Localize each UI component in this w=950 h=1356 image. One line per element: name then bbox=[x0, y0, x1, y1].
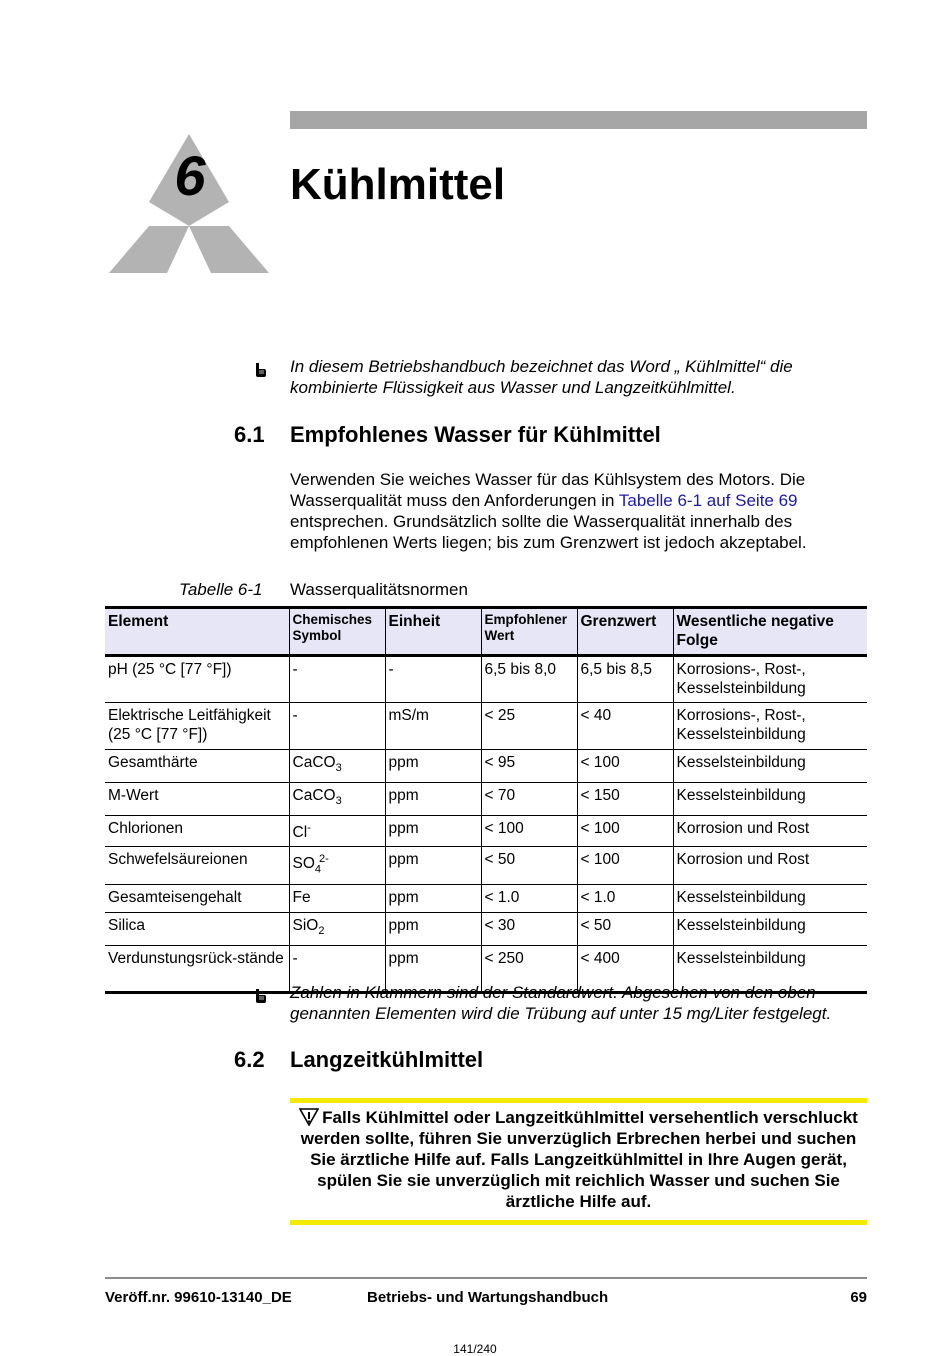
cell-effect bbox=[673, 847, 867, 884]
cell-element bbox=[105, 783, 289, 816]
pointing-hand-icon bbox=[253, 988, 267, 1004]
cell-unit-text: - bbox=[388, 661, 394, 678]
cell-recommended bbox=[481, 656, 577, 703]
cell-limit bbox=[577, 912, 673, 945]
header-limit: Grenzwert bbox=[577, 608, 673, 656]
cell-symbol bbox=[289, 783, 385, 816]
table-row bbox=[105, 750, 867, 783]
symbol-subscript: 2 bbox=[318, 924, 325, 937]
cell-unit-text: ppm bbox=[388, 851, 419, 869]
footer-publication-number: Veröff.nr. 99610-13140_DE bbox=[105, 1289, 292, 1306]
table-row bbox=[105, 656, 867, 703]
warning-triangle-icon bbox=[299, 1108, 319, 1126]
header-symbol: Chemisches Symbol bbox=[289, 608, 385, 656]
cell-element bbox=[105, 750, 289, 783]
chapter-number: 6 bbox=[174, 144, 206, 207]
cell-effect-text: Kesselsteinbildung bbox=[676, 787, 806, 805]
cell-symbol-text: Fe bbox=[292, 888, 311, 906]
cell-limit-text: < 50 bbox=[580, 916, 612, 934]
cell-unit bbox=[385, 703, 481, 750]
cell-recommended-text: < 25 bbox=[484, 707, 516, 724]
symbol-subscript: 3 bbox=[335, 795, 342, 808]
cell-recommended bbox=[481, 816, 577, 847]
cell-limit bbox=[577, 816, 673, 847]
cell-recommended-text: < 70 bbox=[484, 787, 516, 805]
coolant-definition-note: In diesem Betriebshandbuch bezeichnet das Word „ Kühlmittel“ die kombinierte Flüssigkeit aus Wasser und Langzeitkühlmittel. bbox=[290, 357, 793, 397]
paragraph-text: Verwenden Sie weiches Wasser für das Kühlsystem des Motors. Die Wasserqualität muss den Anforderungen in bbox=[290, 470, 806, 510]
cell-recommended bbox=[481, 912, 577, 945]
cell-limit bbox=[577, 847, 673, 884]
cell-recommended bbox=[481, 783, 577, 816]
cell-unit-text: mS/m bbox=[388, 707, 429, 724]
cell-unit-text: ppm bbox=[388, 820, 419, 838]
cell-recommended-text: < 1.0 bbox=[484, 888, 520, 906]
section-number: 6.2 bbox=[234, 1047, 265, 1072]
cell-element bbox=[105, 884, 289, 912]
cell-recommended-text: 6,5 bis 8,0 bbox=[484, 661, 557, 678]
cell-limit-text: 6,5 bis 8,5 bbox=[580, 661, 653, 678]
header-recommended: Empfohlener Wert bbox=[481, 608, 577, 656]
cell-unit bbox=[385, 816, 481, 847]
table-header-row bbox=[105, 608, 867, 656]
cell-element-text: Chlorionen bbox=[108, 820, 183, 838]
warning-box bbox=[290, 1098, 867, 1225]
cell-unit-text: ppm bbox=[388, 949, 419, 967]
cell-effect-text: Korrosions-, Rost-, Kesselsteinbildung bbox=[676, 707, 806, 743]
cell-element bbox=[105, 656, 289, 703]
cell-element-text: pH (25 °C [77 °F]) bbox=[108, 661, 232, 678]
cell-limit-text: < 100 bbox=[580, 851, 620, 869]
cell-symbol-text: SO bbox=[292, 855, 315, 873]
cell-symbol bbox=[289, 656, 385, 703]
cell-limit bbox=[577, 884, 673, 912]
cell-symbol bbox=[289, 912, 385, 945]
cell-unit bbox=[385, 912, 481, 945]
cell-effect-text: Kesselsteinbildung bbox=[676, 754, 806, 771]
cell-symbol bbox=[289, 884, 385, 912]
cell-recommended-text: < 250 bbox=[484, 949, 524, 967]
cell-symbol bbox=[289, 750, 385, 783]
pointing-hand-icon bbox=[253, 362, 267, 378]
cell-unit-text: ppm bbox=[388, 754, 419, 771]
cell-recommended bbox=[481, 750, 577, 783]
cell-effect bbox=[673, 703, 867, 750]
chapter-top-bar bbox=[290, 111, 867, 129]
symbol-superscript: 2- bbox=[319, 853, 329, 866]
cell-symbol bbox=[289, 847, 385, 884]
cell-unit bbox=[385, 750, 481, 783]
water-paragraph bbox=[290, 469, 865, 553]
cell-symbol-text: CaCO bbox=[292, 787, 336, 805]
cell-recommended-text: < 100 bbox=[484, 820, 524, 838]
cell-limit-text: < 400 bbox=[580, 949, 620, 967]
cell-unit bbox=[385, 884, 481, 912]
cell-element-text: Schwefelsäureionen bbox=[108, 851, 248, 869]
cell-effect bbox=[673, 656, 867, 703]
paragraph-text: entsprechen. Grundsätzlich sollte die Wasserqualität innerhalb des empfohlenen Werts liegen; bis zum Grenzwert ist jedoch akzeptabel. bbox=[290, 512, 807, 552]
cell-limit bbox=[577, 703, 673, 750]
water-quality-table bbox=[105, 606, 867, 994]
cell-symbol-text: Cl bbox=[292, 824, 308, 842]
warning-content bbox=[290, 1103, 867, 1212]
table-reference-link[interactable]: Tabelle 6-1 auf Seite 69 bbox=[618, 491, 798, 510]
pdf-page-indicator: 141/240 bbox=[453, 1342, 497, 1356]
chapter-title: Kühlmittel bbox=[290, 160, 506, 209]
cell-symbol bbox=[289, 816, 385, 847]
header-effect: Wesentliche negative Folge bbox=[673, 608, 867, 656]
cell-limit-text: < 1.0 bbox=[580, 888, 616, 906]
cell-limit-text: < 150 bbox=[580, 787, 620, 805]
cell-recommended bbox=[481, 847, 577, 884]
cell-limit bbox=[577, 783, 673, 816]
cell-element bbox=[105, 912, 289, 945]
cell-recommended bbox=[481, 703, 577, 750]
cell-symbol bbox=[289, 703, 385, 750]
cell-element bbox=[105, 847, 289, 884]
cell-element bbox=[105, 945, 289, 992]
header-unit: Einheit bbox=[385, 608, 481, 656]
table-row bbox=[105, 847, 867, 884]
cell-limit bbox=[577, 656, 673, 703]
standard-value-note: Zahlen in Klammern sind der Standardwert. Abgesehen von den oben genannten Elementen wird die Trübung auf unter 15 mg/Liter festgelegt. bbox=[290, 983, 832, 1023]
cell-unit bbox=[385, 656, 481, 703]
cell-symbol-text: - bbox=[292, 707, 298, 724]
section-title: Langzeitkühlmittel bbox=[290, 1047, 484, 1072]
cell-symbol-text: SiO bbox=[292, 916, 319, 934]
symbol-superscript: - bbox=[307, 822, 311, 835]
cell-effect-text: Kesselsteinbildung bbox=[676, 888, 806, 906]
cell-recommended-text: < 30 bbox=[484, 916, 516, 934]
cell-element-text: Gesamthärte bbox=[108, 754, 198, 771]
cell-effect-text: Korrosions-, Rost-, Kesselsteinbildung bbox=[676, 661, 806, 697]
cell-effect bbox=[673, 816, 867, 847]
cell-element-text: Elektrische Leitfähigkeit (25 °C [77 °F]) bbox=[108, 707, 271, 743]
cell-effect bbox=[673, 912, 867, 945]
cell-symbol-text: CaCO bbox=[292, 754, 336, 771]
table-caption-label: Tabelle 6-1 bbox=[179, 580, 263, 599]
table-row bbox=[105, 783, 867, 816]
footer-manual-title: Betriebs- und Wartungshandbuch bbox=[367, 1289, 609, 1306]
cell-symbol-text: - bbox=[292, 661, 298, 678]
cell-recommended-text: < 50 bbox=[484, 851, 516, 869]
cell-element bbox=[105, 816, 289, 847]
cell-element-text: Gesamteisengehalt bbox=[108, 888, 242, 906]
cell-effect-text: Kesselsteinbildung bbox=[676, 949, 806, 967]
table-row bbox=[105, 703, 867, 750]
table-row bbox=[105, 816, 867, 847]
cell-limit-text: < 100 bbox=[580, 820, 620, 838]
table-caption-title: Wasserqualitätsnormen bbox=[290, 580, 468, 599]
warning-text: Falls Kühlmittel oder Langzeitkühlmittel versehentlich verschluckt werden sollte, führen Sie unverzüglich Erbrechen herbei und suchen Sie ärztliche Hilfe auf. Falls Langzeitkühlmittel in Ihre Augen gerät, spülen Sie sie unverzüglich mit reichlich Wasser und suchen Sie ärztliche Hilfe auf. bbox=[300, 1108, 858, 1211]
cell-unit bbox=[385, 783, 481, 816]
cell-effect bbox=[673, 750, 867, 783]
cell-element-text: Silica bbox=[108, 916, 146, 934]
cell-unit-text: ppm bbox=[388, 888, 419, 906]
footer-page-number: 69 bbox=[850, 1289, 867, 1306]
symbol-subscript: 4 bbox=[314, 863, 322, 876]
symbol-subscript: 3 bbox=[335, 762, 342, 775]
cell-unit-text: ppm bbox=[388, 787, 419, 805]
cell-effect-text: Kesselsteinbildung bbox=[676, 916, 806, 934]
cell-symbol-text: - bbox=[292, 949, 298, 967]
cell-recommended-text: < 95 bbox=[484, 754, 516, 771]
cell-limit-text: < 100 bbox=[580, 754, 620, 771]
cell-effect bbox=[673, 884, 867, 912]
cell-element bbox=[105, 703, 289, 750]
table-row bbox=[105, 884, 867, 912]
section-number: 6.1 bbox=[234, 422, 265, 447]
cell-element-text: Verdunstungsrück-stände bbox=[108, 949, 284, 967]
cell-recommended bbox=[481, 884, 577, 912]
section-title: Empfohlenes Wasser für Kühlmittel bbox=[290, 422, 661, 447]
footer-divider bbox=[105, 1277, 867, 1279]
cell-effect bbox=[673, 783, 867, 816]
cell-limit-text: < 40 bbox=[580, 707, 612, 724]
table-row bbox=[105, 912, 867, 945]
cell-element-text: M-Wert bbox=[108, 787, 159, 805]
cell-effect-text: Korrosion und Rost bbox=[676, 851, 810, 869]
cell-unit bbox=[385, 847, 481, 884]
cell-unit-text: ppm bbox=[388, 916, 419, 934]
cell-effect-text: Korrosion und Rost bbox=[676, 820, 810, 838]
header-element: Element bbox=[105, 608, 289, 656]
cell-limit bbox=[577, 750, 673, 783]
